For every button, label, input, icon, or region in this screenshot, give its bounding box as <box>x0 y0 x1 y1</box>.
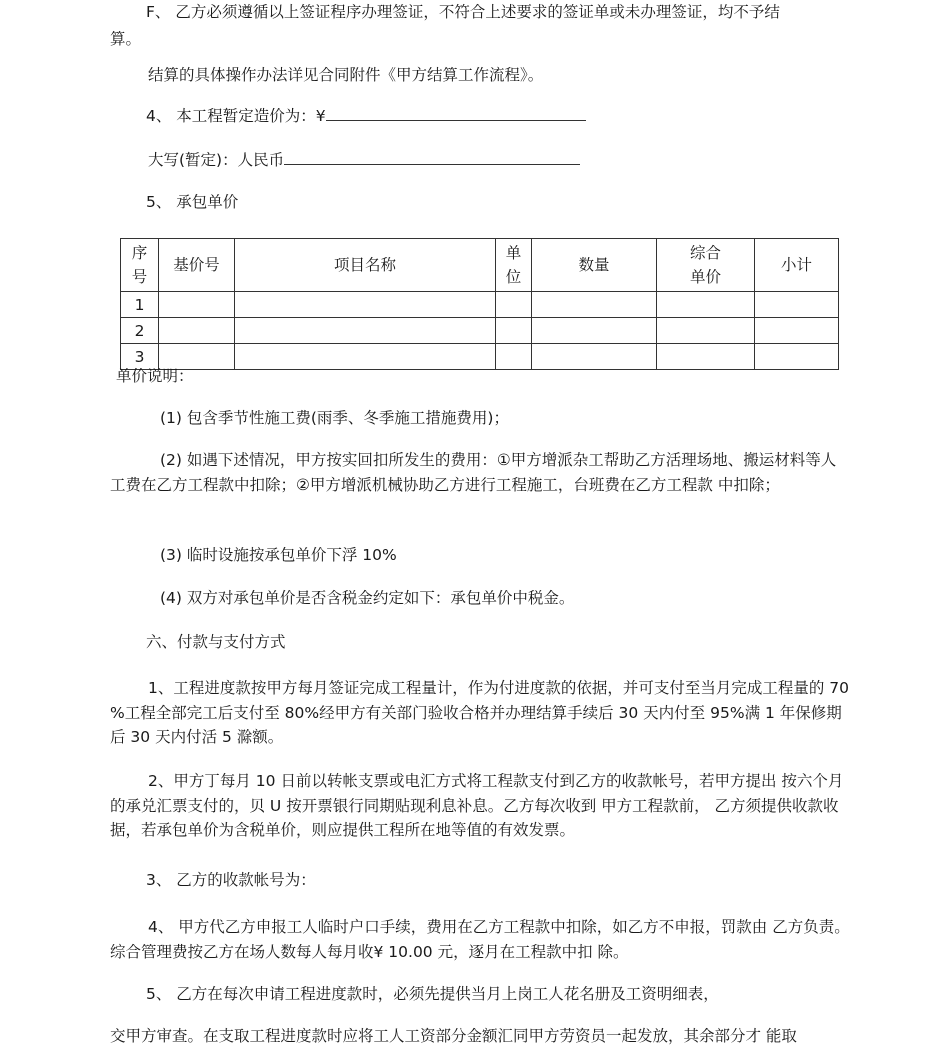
para-daxie-text: 大写(暂定)：人民币 <box>148 151 285 169</box>
table-row <box>121 292 839 318</box>
cell <box>235 292 496 318</box>
unit-note-item-1: (1) 包含季节性施工费(雨季、冬季施工措施费用)； <box>160 409 509 427</box>
cell <box>496 292 532 318</box>
table-header-row <box>121 239 839 292</box>
price-blank-line <box>326 106 586 121</box>
cell <box>532 344 657 370</box>
unit-note-item-3: (3) 临时设施按承包单价下浮 10% <box>160 546 397 564</box>
section-6-title: 六、付款与支付方式 <box>146 633 286 651</box>
para-f-line1: F、 乙方必须遵循以上签证程序办理签证，不符合上述要求的签证单或未办理签证，均不予结 <box>146 3 780 21</box>
header-item-name: 项目名称 <box>235 239 496 292</box>
header-seq: 序 号 <box>121 239 159 292</box>
section-6-clause-1: 1、工程进度款按甲方每月签证完成工程量计，作为付进度款的依据，并可支付至当月完成工程量的 70 %工程全部完工后支付至 80%经甲方有关部门验收合格并办理结算手续后 30 天内付至 95%满 1 年保修期后 30 天内付活 5 滁额。 <box>110 679 850 746</box>
header-subtotal: 小计 <box>755 239 839 292</box>
cell <box>532 318 657 344</box>
section-6-clause-2: 2、甲方丁每月 10 日前以转帐支票或电汇方式将工程款支付到乙方的收款帐号，若甲方提出 按六个月的承兑汇票支付的，贝 U 按开票银行同期贴现利息补息。乙方每次收到 甲方工程款前， 乙方须提供收款收据，若承包单价为含税单价，则应提供工程所在地等值的有效发票。 <box>110 772 844 839</box>
cell <box>159 292 235 318</box>
cell <box>235 318 496 344</box>
para-f-line2: 算。 <box>110 30 142 48</box>
unit-price-table <box>120 238 839 370</box>
cell <box>755 292 839 318</box>
cell <box>657 292 755 318</box>
cell <box>532 292 657 318</box>
cell <box>496 318 532 344</box>
unit-note-item-2: (2) 如遇下述情况，甲方按实回扣所发生的费用：①甲方增派杂工帮助乙方活理场地、搬运材料等人工费在乙方工程款中扣除；②甲方增派机械协助乙方进行工程施工，台班费在乙方工程款 中扣除； <box>110 451 837 494</box>
row-seq: 2 <box>121 318 159 344</box>
para-price-text: 4、 本工程暂定造价为：¥ <box>146 107 326 125</box>
header-qty: 数量 <box>532 239 657 292</box>
table-row <box>121 318 839 344</box>
section-6-clause-4: 4、 甲方代乙方申报工人临时户口手续，费用在乙方工程款中扣除，如乙方不申报，罚款由 乙方负责。综合管理费按乙方在场人数每人每月收¥ 10.00 元，逐月在工程款中扣 除。 <box>110 918 850 961</box>
header-base-no: 基价号 <box>159 239 235 292</box>
unit-note-label: 单价说明： <box>116 367 194 385</box>
section-6-clause-5-cont: 交甲方审查。在支取工程进度款时应将工人工资部分金额汇同甲方劳资员一起发放，其余部分才 能取 <box>110 1027 797 1045</box>
cell <box>657 344 755 370</box>
cell <box>496 344 532 370</box>
row-seq: 3 <box>121 344 159 370</box>
cell <box>755 344 839 370</box>
para-settlement: 结算的具体操作办法详见合同附件《甲方结算工作流程》。 <box>148 66 544 84</box>
para-unit-price-heading: 5、 承包单价 <box>146 193 239 211</box>
daxie-blank-line <box>284 150 580 165</box>
section-6-clause-5: 5、 乙方在每次申请工程进度款时，必须先提供当月上岗工人花名册及工资明细表， <box>146 985 719 1003</box>
header-unit: 单 位 <box>496 239 532 292</box>
cell <box>159 318 235 344</box>
cell <box>657 318 755 344</box>
header-unit-price: 综合 单价 <box>657 239 755 292</box>
section-6-clause-3: 3、 乙方的收款帐号为： <box>146 871 316 889</box>
cell <box>235 344 496 370</box>
para-daxie <box>148 148 888 173</box>
para-price <box>146 104 886 129</box>
row-seq: 1 <box>121 292 159 318</box>
cell <box>755 318 839 344</box>
table-row <box>121 344 839 370</box>
unit-note-item-4: (4) 双方对承包单价是否含税金约定如下：承包单价中税金。 <box>160 589 575 607</box>
